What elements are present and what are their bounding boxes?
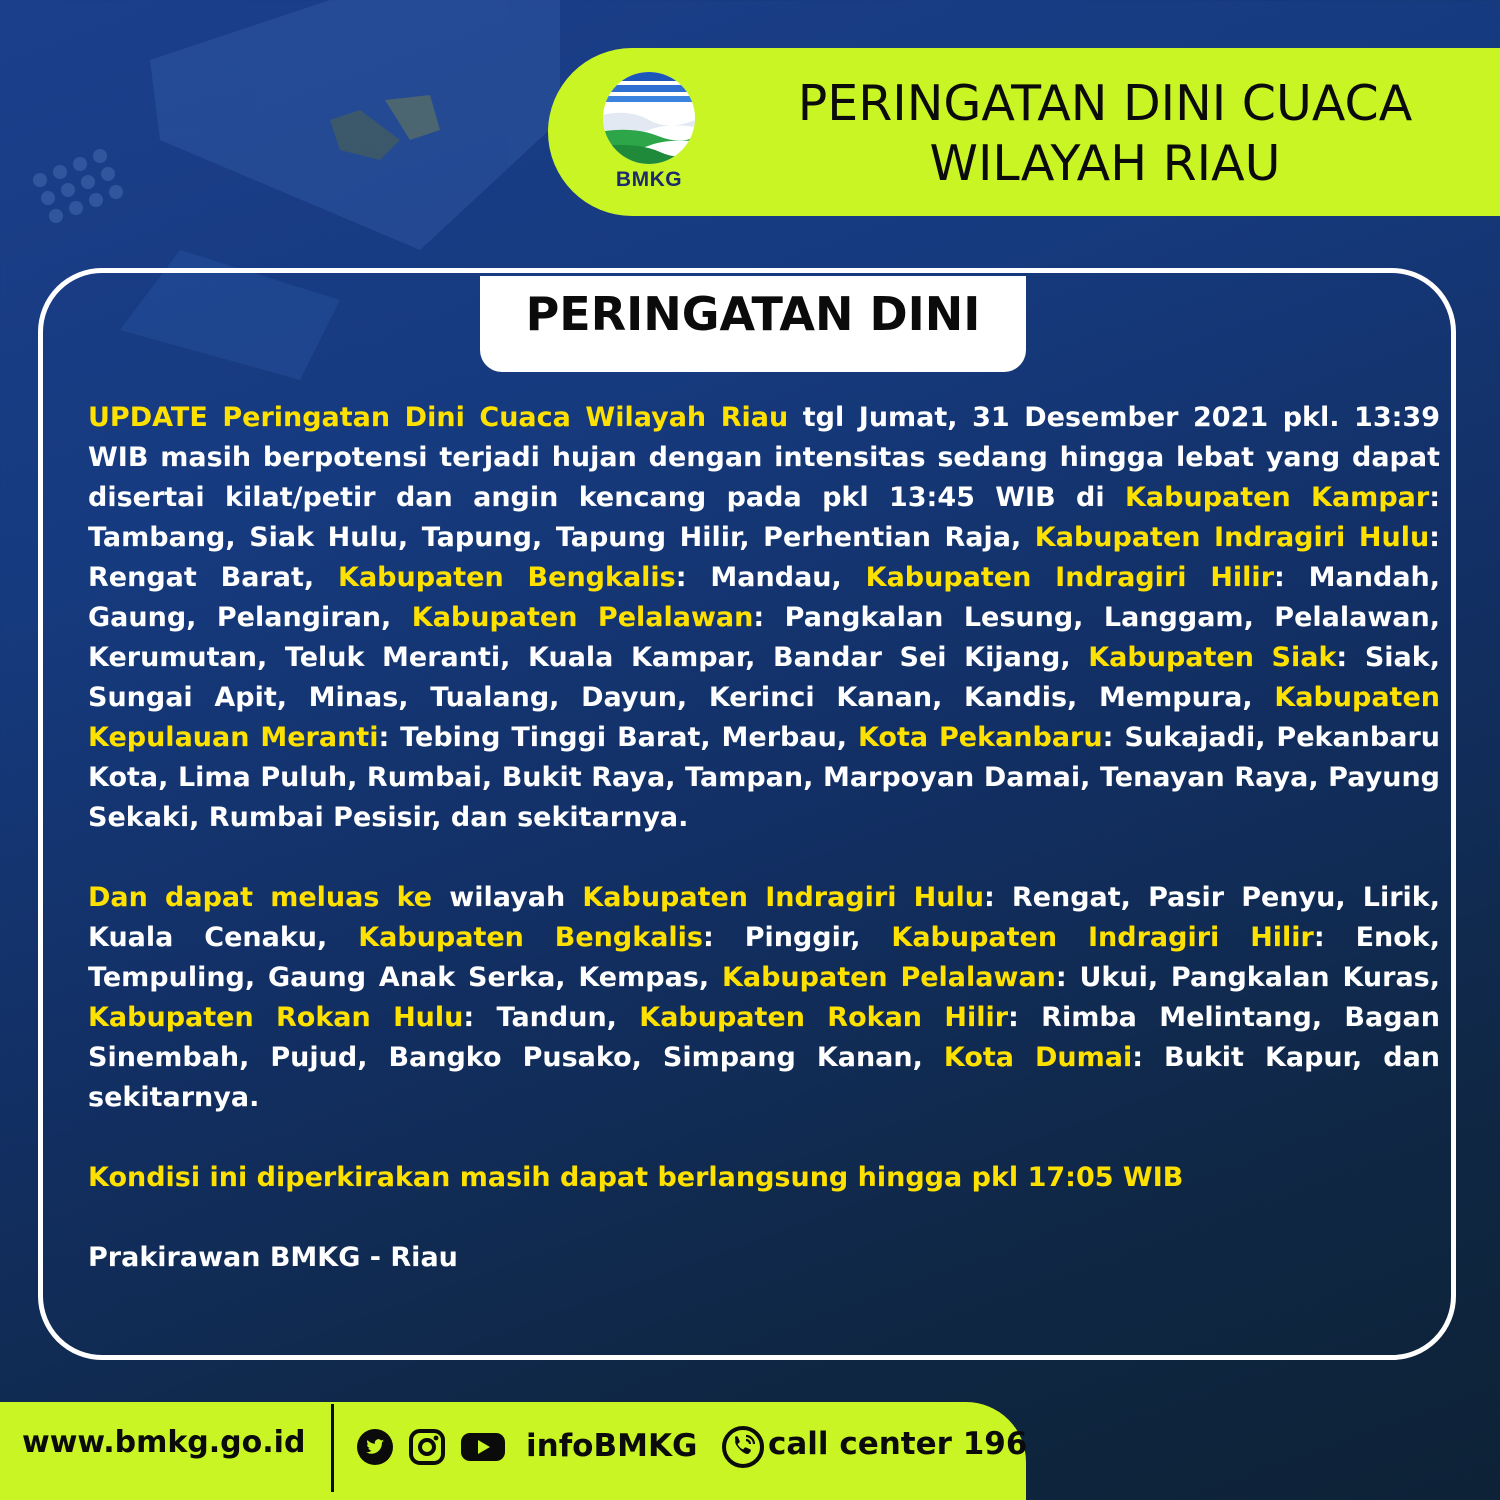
highlight-text: Kota Pekanbaru [857, 722, 1103, 753]
body-text: : Tebing Tinggi Barat, Merbau, [378, 722, 858, 753]
body-text: tgl Jumat, 31 Desember 2021 pkl. 13:39 WIB masih berpotensi terjadi hujan dengan intensitas sedang hingga lebat yang dapat disertai kilat/petir dan angin kencang pada pkl 13:45 WIB di [88, 402, 1440, 513]
bmkg-logo-icon [598, 68, 700, 168]
warning-paragraph-2 [88, 878, 1440, 1118]
page-title [780, 74, 1430, 194]
highlight-text: Kabupaten Bengkalis [338, 562, 676, 593]
title-line-2: WILAYAH RIAU [929, 135, 1281, 192]
highlight-text: Kabupaten Pelalawan [411, 602, 754, 633]
warning-body [88, 398, 1440, 1278]
footer-divider [331, 1404, 334, 1492]
highlight-text: Kabupaten Indragiri Hulu [582, 882, 984, 913]
highlight-text: Kabupaten Rokan Hulu [88, 1002, 464, 1033]
highlight-text: Kabupaten Rokan Hilir [639, 1002, 1009, 1033]
body-text: wilayah [432, 882, 583, 913]
highlight-text: Kabupaten Bengkalis [358, 922, 703, 953]
highlight-text: UPDATE Peringatan Dini Cuaca Wilayah Riau [88, 402, 789, 433]
social-handle[interactable]: infoBMKG [526, 1428, 698, 1464]
body-text: : Mandah, Gaung, Pelangiran, [88, 562, 1441, 633]
highlight-text: Kabupaten Kepulauan Meranti [88, 682, 1440, 753]
phone-icon [722, 1426, 764, 1468]
signature: Prakirawan BMKG - Riau [88, 1242, 458, 1273]
highlight-text: Kabupaten Indragiri Hilir [865, 562, 1275, 593]
body-text: : Pinggir, [703, 922, 892, 953]
highlight-text: Kabupaten Siak [1088, 642, 1337, 673]
highlight-text: Kabupaten Indragiri Hilir [891, 922, 1314, 953]
body-text: : Siak, Sungai Apit, Minas, Tualang, Dayun, Kerinci Kanan, Kandis, Mempura, [88, 642, 1440, 713]
card-title: PERINGATAN DINI [525, 287, 981, 341]
highlight-text: Kabupaten Indragiri Hulu [1034, 522, 1430, 553]
body-text: : Bukit Kapur, dan sekitarnya. [88, 1042, 1441, 1113]
logo-text: BMKG [615, 168, 683, 191]
body-text: : Rimba Melintang, Bagan Sinembah, Pujud, Bangko Pusako, Simpang Kanan, [88, 1002, 1440, 1073]
highlight-text: Kota Dumai [943, 1042, 1133, 1073]
highlight-text: Kabupaten Kampar [1125, 482, 1430, 513]
highlight-text: Dan dapat meluas ke [88, 882, 433, 913]
body-text: : Tambang, Siak Hulu, Tapung, Tapung Hilir, Perhentian Raja, [88, 482, 1440, 553]
body-text: : Enok, Tempuling, Gaung Anak Serka, Kempas, [88, 922, 1441, 993]
website-link[interactable]: www.bmkg.go.id [22, 1425, 306, 1460]
highlight-text: Kabupaten Pelalawan [721, 962, 1056, 993]
call-center[interactable]: call center 196 [768, 1426, 1028, 1462]
body-text: : Ukui, Pangkalan Kuras, [1055, 962, 1440, 993]
title-line-1: PERINGATAN DINI CUACA [797, 75, 1413, 132]
instagram-icon[interactable] [408, 1428, 446, 1466]
body-text: : Sukajadi, Pekanbaru Kota, Lima Puluh, Rumbai, Bukit Raya, Tampan, Marpoyan Damai, Tenayan Raya, Payung Sekaki, Rumbai Pesisir, dan sekitarnya. [88, 722, 1440, 833]
bmkg-logo [598, 68, 700, 194]
body-text: : Rengat Barat, [88, 522, 1440, 593]
body-text: : Pangkalan Lesung, Langgam, Pelalawan, Kerumutan, Teluk Meranti, Kuala Kampar, Bandar Sei Kijang, [88, 602, 1440, 673]
body-text: : Rengat, Pasir Penyu, Lirik, Kuala Cenaku, [88, 882, 1441, 953]
twitter-icon[interactable] [356, 1428, 394, 1466]
body-text: : Tandun, [463, 1002, 640, 1033]
warning-duration: Kondisi ini diperkirakan masih dapat berlangsung hingga pkl 17:05 WIB [88, 1162, 1184, 1193]
youtube-icon[interactable] [460, 1428, 506, 1466]
warning-paragraph-1 [88, 398, 1440, 838]
body-text: : Mandau, [675, 562, 866, 593]
